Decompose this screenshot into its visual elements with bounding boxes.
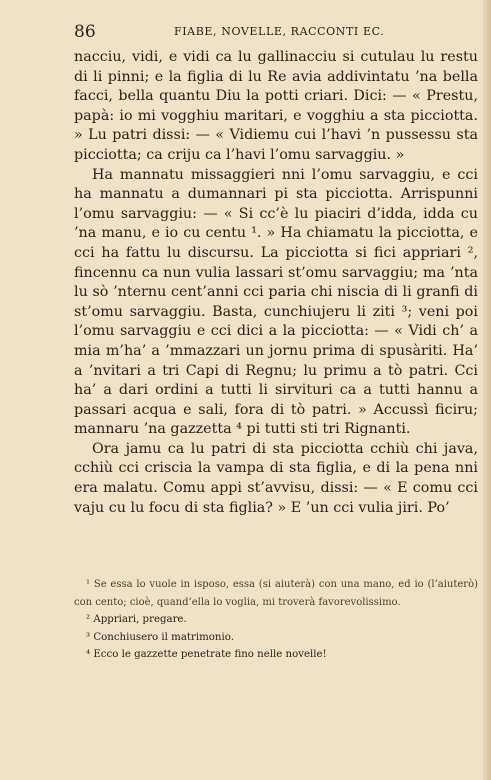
footnote-text: Appriari, pregare. [93,614,187,626]
footnotes [74,576,478,664]
footnote-mark: ⁴ [86,649,91,661]
page-header [74,22,474,44]
running-title: FIABE, NOVELLE, RACCONTI EC. [174,25,385,38]
page-number: 86 [74,22,96,42]
footnote-mark: ¹ [86,579,91,590]
footnote [74,576,478,611]
footnote-text: Se essa lo vuole in isposo, essa (si aiuterà) con una mano, ed io (l’aiuterò) con cento; cioè, quand’ella lo voglia, mi troverà favorevolissimo. [74,579,478,608]
paragraph: Ha mannatu missaggieri nni l’omu sarvaggiu, e cci ha mannatu a dumannari pi sta picciotta. Arrispunni l’omu sarvaggiu: — « Si cc’è lu piaciri d’idda, idda cu ’na manu, e io cu centu ¹. » Ha chiamatu la picciotta, e cci ha fattu lu discursu. La picciotta si fici appriari ², fincennu ca nun vulia lassari st’omu sarvaggiu; ma ’nta lu sò ’nternu cent’anni cci paria chi niscia di li granfi di st’omu sarvaggiu. Basta, cunchiujeru li ziti ³; veni poi l’omu sarvaggiu e cci dici a la picciotta: — « Vidi ch’ a mia m’ha’ a ’mmazzari un jornu prima di spusàriti. Ha’ a ’nvitari a tri Capi di Regnu; lu primu a tò patri. Cci ha’ a dari ordini a tutti li sirvituri ca a tutti hannu a passari acqua e sali, fora di tò patri. » Accussì ficiru; mannaru ’na gazzetta ⁴ pi tutti sti tri Rignanti. [74,166,478,438]
footnote-mark: ³ [86,631,91,643]
footnote-mark: ² [86,614,91,626]
paragraph: Ora jamu ca lu patri di sta picciotta cchiù chi java, cchiù cci criscia la vampa di sta figlia, e di la pena nni era malatu. Comu appi st’avvisu, dissi: — « E comu cci vaju cu lu focu di sta figlia? » E ’un cci vulia jiri. Po’ [74,440,478,516]
footnote [74,611,478,629]
footnote-text: Ecco le gazzette penetrate fino nelle novelle! [93,649,327,661]
page-edge [483,0,491,780]
body-text [74,48,478,518]
footnote-text: Conchiusero il matrimonio. [93,631,234,643]
paragraph: nacciu, vidi, e vidi ca lu gallinacciu si cutulau lu restu di li pinni; e la figlia di lu Re avia addivintatu ’na bella facci, bella quantu Diu la potti criari. Dici: — « Prestu, papà: io mi vogghiu maritari, e vogghiu a sta picciotta. » Lu patri dissi: — « Vidiemu cui l’havi ’n pussessu sta picciotta; ca criju ca l’havi l’omu sarvaggiu. » [74,49,478,163]
footnote [74,629,478,647]
footnote [74,646,478,664]
